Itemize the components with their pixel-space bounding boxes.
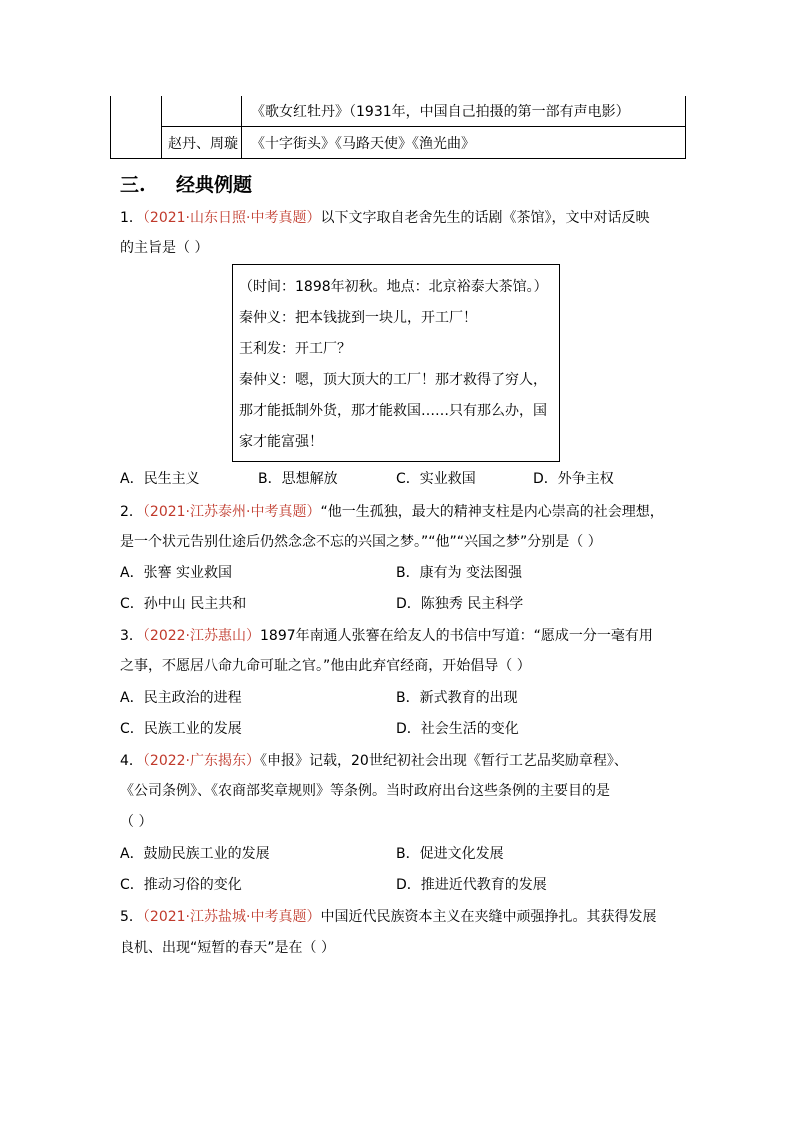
quote-line: 家才能富强！ xyxy=(239,434,323,450)
quote-line: 秦仲义：把本钱拢到一块儿，开工厂！ xyxy=(239,310,477,326)
table-cell: 《十字街头》《马路天使》《渔光曲》 xyxy=(251,136,475,152)
option-b: B．新式教育的出现 xyxy=(396,690,518,706)
question-1-line xyxy=(120,208,649,228)
question-text: 以下文字取自老舍先生的话剧《茶馆》，文中对话反映 xyxy=(320,210,650,226)
question-4-line xyxy=(120,751,628,771)
section-title: 经典例题 xyxy=(176,174,253,196)
option-d: D．社会生活的变化 xyxy=(396,721,519,737)
question-number: 3． xyxy=(120,628,143,644)
option-a: A．民生主义 xyxy=(120,471,200,487)
table-cell: 赵丹、周璇 xyxy=(168,136,238,152)
question-number: 4． xyxy=(120,753,143,769)
question-source: （2022·江苏惠山） xyxy=(142,628,261,644)
question-4-line: 《公司条例》、《农商部奖章规则》等条例。当时政府出台这些条例的主要目的是 xyxy=(120,783,610,799)
question-number: 2． xyxy=(120,504,143,520)
question-text: “他一生孤独，最大的精神支柱是内心崇高的社会理想， xyxy=(320,504,664,520)
option-a: A．鼓励民族工业的发展 xyxy=(120,846,270,862)
section-number: 三. xyxy=(120,174,146,196)
option-c: C．民族工业的发展 xyxy=(120,721,242,737)
option-d: D．推进近代教育的发展 xyxy=(396,877,547,893)
option-a: A．张謇 实业救国 xyxy=(120,565,233,581)
option-b: B．思想解放 xyxy=(258,471,338,487)
quote-line: 秦仲义：嗯，顶大顶大的工厂！那才救得了穷人， xyxy=(239,372,547,388)
option-c: C．实业救国 xyxy=(396,471,476,487)
question-4-line: （ ） xyxy=(120,814,153,830)
option-c: C．孙中山 民主共和 xyxy=(120,596,247,612)
quote-line: （时间：1898年初秋。地点：北京裕泰大茶馆。） xyxy=(239,279,548,295)
option-b: B．康有为 变法图强 xyxy=(396,565,523,581)
question-text: 1897年南通人张謇在给友人的书信中写道：“愿成一分一毫有用 xyxy=(260,628,653,644)
option-d: D．外争主权 xyxy=(533,471,614,487)
question-source: （2022·广东揭东） xyxy=(142,753,261,769)
quote-line: 那才能抵制外货，那才能救国……只有那么办，国 xyxy=(239,403,547,419)
question-3-line: 之事，不愿居八命九命可耻之官。”他由此弃官经商，开始倡导（ ） xyxy=(120,658,531,674)
table-divider xyxy=(241,96,242,158)
question-5-line xyxy=(120,907,656,927)
quote-box xyxy=(232,264,560,462)
question-5-line: 良机、出现“短暂的春天”是在（ ） xyxy=(120,940,335,956)
option-b: B．促进文化发展 xyxy=(396,846,504,862)
film-table xyxy=(110,96,686,159)
question-number: 1． xyxy=(120,210,143,226)
question-source: （2021·江苏盐城·中考真题） xyxy=(142,909,321,925)
section-heading xyxy=(120,170,252,197)
option-c: C．推动习俗的变化 xyxy=(120,877,242,893)
table-divider xyxy=(161,126,685,127)
question-2-line: 是一个状元告别仕途后仍然念念不忘的兴国之梦。”“他”“兴国之梦”分别是（ ） xyxy=(120,534,602,550)
question-2-line xyxy=(120,502,664,522)
table-cell: 《歌女红牡丹》（1931年，中国自己拍摄的第一部有声电影） xyxy=(251,104,630,120)
question-source: （2021·山东日照·中考真题） xyxy=(142,210,321,226)
question-text: 中国近代民族资本主义在夹缝中顽强挣扎。其获得发展 xyxy=(320,909,657,925)
question-number: 5． xyxy=(120,909,143,925)
table-divider xyxy=(161,96,162,158)
question-1-line: 的主旨是（ ） xyxy=(120,240,209,256)
option-d: D．陈独秀 民主科学 xyxy=(396,596,524,612)
option-a: A．民主政治的进程 xyxy=(120,690,242,706)
question-source: （2021·江苏泰州·中考真题） xyxy=(142,504,321,520)
question-text: 《申报》记载，20世纪初社会出现《暂行工艺品奖励章程》、 xyxy=(260,753,628,769)
question-3-line xyxy=(120,626,653,646)
quote-line: 王利发：开工厂？ xyxy=(239,341,351,357)
